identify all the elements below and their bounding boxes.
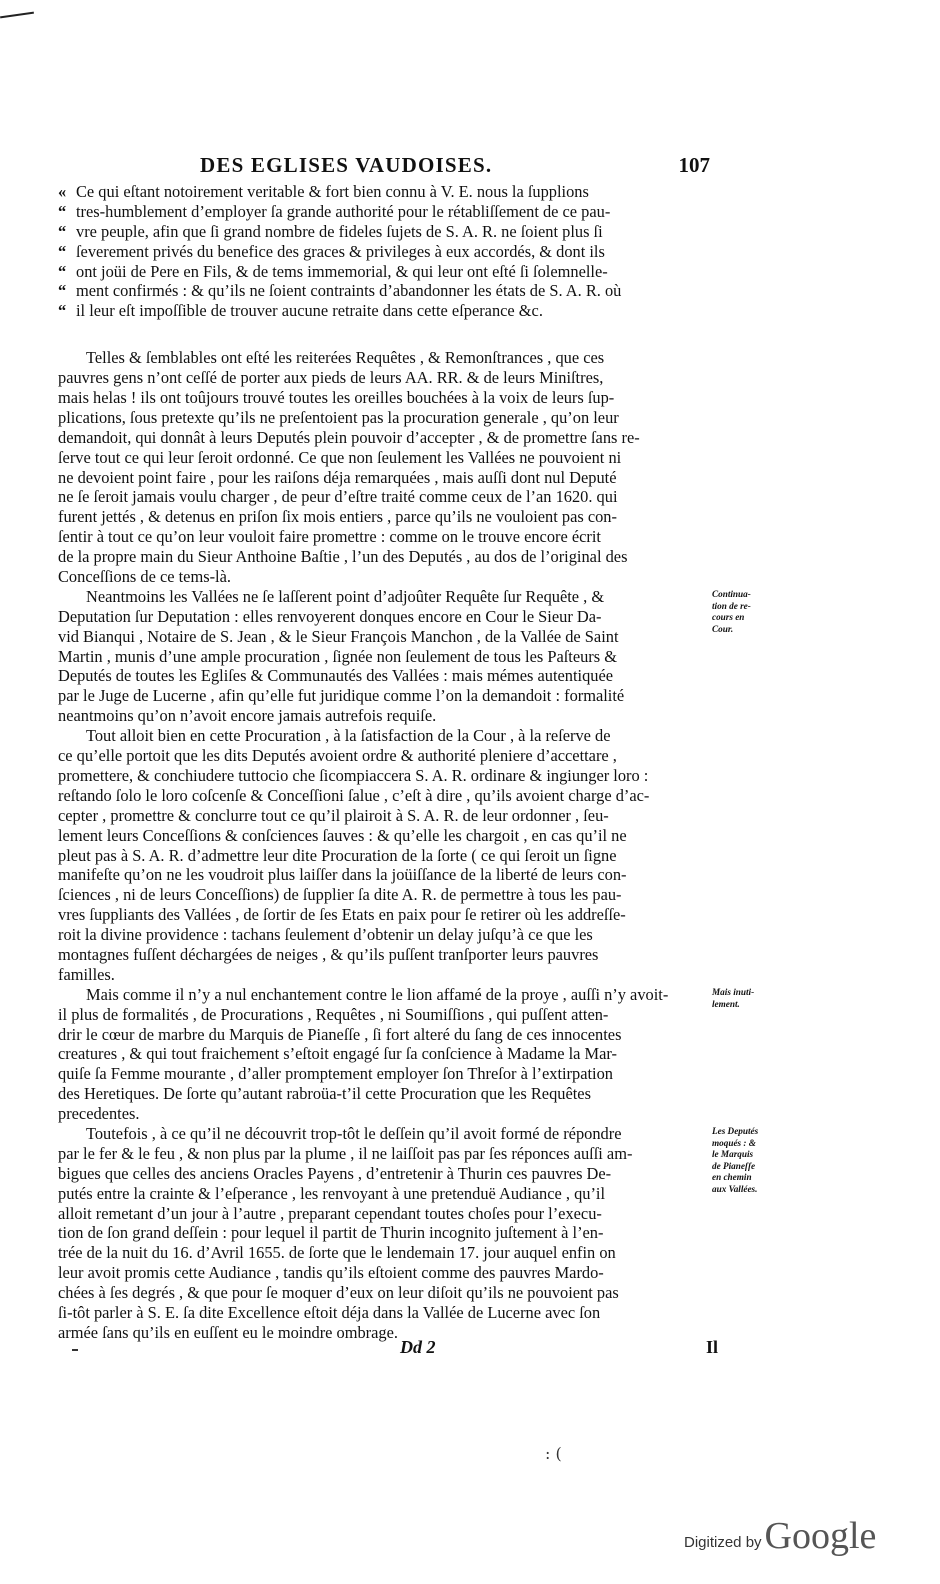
text-line <box>58 507 706 527</box>
page-number: 107 <box>678 153 710 177</box>
text-line <box>58 262 706 282</box>
text-line <box>58 1044 706 1064</box>
text-line <box>58 388 706 408</box>
page-footer <box>58 1337 718 1361</box>
text-line <box>58 726 706 746</box>
line-text: furent jettés , & detenus en priſon ſix mois entiers , parce qu’ils ne vouloient pas con- <box>58 507 617 527</box>
line-text: drir le cœur de marbre du Marquis de Pianeſſe , ſi fort alteré du ſang de ces innocentes <box>58 1024 622 1044</box>
margin-note-line: Les Deputés <box>712 1126 759 1137</box>
catchword: Il <box>705 1337 718 1357</box>
margin-note-line: tion de re- <box>712 600 751 611</box>
margin-note-line: moqués : & <box>712 1137 756 1148</box>
margin-note <box>712 1126 796 1195</box>
text-line <box>58 567 706 587</box>
line-text: chées à ſes degrés , & que pour ſe moquer d’eux on leur diſoit qu’ils ne pouvoient pas <box>58 1283 619 1303</box>
line-text: ſciences , ni de leurs Conceſſions) de ſupplier ſa dite A. R. de permettre à tous les pau- <box>58 885 622 905</box>
line-text: ont joüi de Pere en Fils, & de tems immemorial, & qui leur ont eſté ſi ſolemnelle- <box>76 261 608 281</box>
text-line <box>58 885 706 905</box>
scan-specks: : ( <box>545 1444 562 1463</box>
text-line <box>58 1084 706 1104</box>
text-line <box>58 587 706 607</box>
text-line <box>58 746 706 766</box>
corner-mark <box>0 12 34 19</box>
text-line <box>58 706 706 726</box>
text-line <box>58 242 706 262</box>
margin-note <box>712 589 796 635</box>
line-text: tres-humblement d’employer ſa grande authorité pour le rétabliſſement de ce pau- <box>76 201 611 221</box>
quote-mark: “ <box>58 301 67 321</box>
line-text: pauvres gens n’ont ceſſé de porter aux pieds de leurs AA. RR. & de leurs Miniſtres, <box>58 368 604 388</box>
text-line <box>58 182 706 202</box>
line-text: reſtando ſolo le loro coſcenſe & Conceſſioni ſalue , c’eſt à dire , qu’ils avoient charge d’ac- <box>58 785 650 805</box>
margin-note-line: Cour. <box>712 623 734 634</box>
text-line <box>58 1184 706 1204</box>
line-text: des Heretiques. De ſorte qu’autant rabroüa-t’il cette Procuration que les Requêtes <box>58 1084 591 1104</box>
line-text: Ce qui eſtant notoirement veritable & fort bien connu à V. E. nous la ſupplions <box>76 182 589 201</box>
line-text: par le fer & le feu , & non plus par la plume , il ne laiſſoit pas par ſes réponces auſſi am- <box>58 1143 633 1163</box>
text-line <box>58 925 706 945</box>
line-text: Martin , munis d’une ample procuration , ſignée non ſeulement de tous les Paſteurs & <box>58 646 617 666</box>
text-line <box>58 1283 706 1303</box>
text-line <box>58 1104 706 1124</box>
line-text: tion de ſon grand deſſein : pour lequel il partit de Thurin incognito juſtement à l’en- <box>58 1223 604 1243</box>
line-text: armée ſans qu’ils en euſſent eu le moindre ombrage. <box>58 1322 398 1342</box>
digitized-by-google <box>684 1512 876 1556</box>
margin-note-line: lement. <box>712 998 740 1009</box>
line-text: mais helas ! ils ont toûjours trouvé toutes les oreilles bouchées à la voix de leurs ſup- <box>58 388 615 408</box>
line-text: demandoit, qui donnât à leurs Deputés plein pouvoir d’accepter , & de promettre ſans re- <box>58 427 640 447</box>
page-header <box>200 153 710 179</box>
margin-note-line: Continua- <box>712 589 751 600</box>
line-text: montagnes fuſſent déchargées de neiges , & qu’ils puſſent tranſporter leurs pauvres <box>58 944 599 964</box>
text-line <box>58 666 706 686</box>
line-text: plications, ſous pretexte qu’ils ne preſentoient pas la procuration generale , qu’on leur <box>58 407 619 427</box>
line-text: ſerve tout ce qui leur ſeroit ordonné. Ce que non ſeulement les Vallées ne pouvoient ni <box>58 447 622 467</box>
line-text: alloit remetant d’un jour à l’autre , preparant cependant toutes choſes pour l’execu- <box>58 1203 602 1223</box>
quote-mark: “ <box>58 261 67 281</box>
text-line <box>58 487 706 507</box>
margin-note-line: Mais inuti- <box>712 987 755 998</box>
line-text: ce qu’elle portoit que les dits Deputés avoient ordre & authorité pleniere d’accettare , <box>58 746 617 766</box>
text-line <box>58 1263 706 1283</box>
line-text: ne devoient point faire , pour les raiſons déja remarquées , mais auſſi dont nul Deputé <box>58 467 617 487</box>
text-line <box>58 408 706 428</box>
line-text: Toutefois , à ce qu’il ne découvrit trop-tôt le deſſein qu’il avoit formé de répondre <box>86 1123 622 1143</box>
text-line <box>58 1144 706 1164</box>
line-text: ment confirmés : & qu’ils ne ſoient contraints d’abandonner les états de S. A. R. où <box>76 281 622 301</box>
text-line <box>58 766 706 786</box>
line-text: ſeverement privés du benefice des graces & privileges à eux accordés, & dont ils <box>76 241 605 261</box>
text-line <box>58 865 706 885</box>
line-text: lement leurs Conceſſions & conſciences ſauves : & qu’elle les chargoit , en cas qu’il ne <box>58 825 627 845</box>
text-line <box>58 786 706 806</box>
text-line <box>58 607 706 627</box>
line-text: de la propre main du Sieur Anthoine Baſtie , l’un des Deputés , au dos de l’original des <box>58 547 628 567</box>
text-line <box>58 1064 706 1084</box>
line-text: Neantmoins les Vallées ne ſe laſſerent point d’adjoûter Requête ſur Requête , & <box>86 586 605 606</box>
text-line <box>58 647 706 667</box>
text-line <box>58 1124 706 1144</box>
line-text: il plus de formalités , de Procurations , Requêtes , ni Soumiſſions , qui puſſent atten- <box>58 1004 609 1024</box>
text-line <box>58 428 706 448</box>
quote-mark: “ <box>58 201 67 221</box>
line-text: Deputation ſur Deputation : elles renvoyerent donques encore en Cour le Sieur Da- <box>58 606 602 626</box>
line-text: leur avoit promis cette Audiance , tandis qu’ils eſtoient comme des pauvres Mardo- <box>58 1263 604 1283</box>
line-text: precedentes. <box>58 1104 140 1124</box>
text-line <box>58 448 706 468</box>
text-line <box>58 281 706 301</box>
text-line <box>58 547 706 567</box>
text-line <box>58 806 706 826</box>
footer-dash <box>72 1349 78 1351</box>
text-line <box>58 945 706 965</box>
margin-note-line: de Pianeſſe <box>712 1160 756 1171</box>
body-text <box>58 182 706 1343</box>
digitized-label: Digitized by <box>684 1534 762 1551</box>
margin-note <box>712 987 796 1010</box>
line-text: Tout alloit bien en cette Procuration , à la ſatisfaction de la Cour , à la reſerve de <box>86 726 611 746</box>
line-text: putés entre la crainte & l’eſperance , les renvoyant à une pretenduë Audiance , qu’il <box>58 1183 606 1203</box>
quote-mark: « <box>58 182 67 201</box>
text-line <box>58 965 706 985</box>
line-text: roit la divine providence : tachans ſeulement d’obtenir un delay juſqu’à ce que les <box>58 925 593 945</box>
line-text: vid Bianqui , Notaire de S. Jean , & le Sieur François Manchon , de la Vallée de Saint <box>58 626 619 646</box>
line-text: trée de la nuit du 16. d’Avril 1655. de ſorte que le lendemain 17. jour auquel enfin on <box>58 1243 616 1263</box>
line-text: Mais comme il n’y a nul enchantement contre le lion affamé de la proye , auſſi n’y avoit- <box>86 984 669 1004</box>
text-line <box>58 368 706 388</box>
quote-mark: “ <box>58 281 67 301</box>
margin-note-line: aux Vallées. <box>712 1183 758 1194</box>
text-line <box>58 527 706 547</box>
text-line <box>58 1243 706 1263</box>
line-text: Telles & ſemblables ont eſté les reiterées Requêtes , & Remonſtrances , que ces <box>86 348 605 368</box>
line-text: ſi-tôt parler à S. E. ſa dite Excellence eſtoit déja dans la Vallée de Lucerne avec ſon <box>58 1302 601 1322</box>
text-line <box>58 1025 706 1045</box>
line-text: par le Juge de Lucerne , afin qu’elle fut juridique comme l’on la demandoit : formalité <box>58 686 625 706</box>
line-text: manifeſte qu’on ne les voudroit plus laiſſer dans la joüiſſance de la liberté de leurs con- <box>58 865 627 885</box>
text-line <box>58 826 706 846</box>
line-text: promettere, & conchiudere tuttocio che ſicompiaccera S. A. R. ordinare & ingiunger loro : <box>58 765 649 785</box>
line-text: cepter , promettre & conclurre tout ce qu’il plairoit à S. A. R. de leur ordonner , ſeu- <box>58 805 609 825</box>
text-line <box>58 1204 706 1224</box>
line-text: ne ſe ſeroit jamais voulu charger , de peur d’eſtre traité comme ceux de l’an 1620. qui <box>58 487 618 507</box>
text-line <box>58 846 706 866</box>
line-text: neantmoins qu’on n’avoit encore jamais autrefois requiſe. <box>58 706 437 726</box>
line-text: creatures , & qui tout fraichement s’eſtoit engagé ſur ſa conſcience à Madame la Mar- <box>58 1044 617 1064</box>
line-text: vres ſuppliants des Vallées , de ſortir de ſes Etats en paix pour ſe retirer où les addreſſe- <box>58 905 626 925</box>
text-line <box>58 301 706 321</box>
text-line <box>58 627 706 647</box>
margin-note-line: en chemin <box>712 1172 752 1183</box>
text-line <box>58 468 706 488</box>
text-line <box>58 348 706 368</box>
text-line <box>58 1223 706 1243</box>
line-text: ſentir à tout ce qu’on leur vouloit faire promettre : comme on le trouve encore écrit <box>58 527 601 547</box>
text-line <box>58 1005 706 1025</box>
quote-mark: “ <box>58 221 67 241</box>
line-text: pleut pas à S. A. R. d’admettre leur dite Procuration de la ſorte ( ce qui ſeroit un ſigne <box>58 845 617 865</box>
line-text: vre peuple, afin que ſi grand nombre de fideles ſujets de S. A. R. ne ſoient plus ſi <box>76 221 603 241</box>
running-head: DES EGLISES VAUDOISES. <box>200 153 493 177</box>
paragraph-gap <box>58 321 706 348</box>
text-line <box>58 1164 706 1184</box>
margin-note-line: le Marquis <box>712 1149 754 1160</box>
line-text: Deputés de toutes les Egliſes & Communautés des Vallées : mais mémes autentiquée <box>58 666 614 686</box>
quote-mark: “ <box>58 241 67 261</box>
line-text: bigues que celles des anciens Oracles Payens , d’entretenir à Thurin ces pauvres De- <box>58 1163 612 1183</box>
text-line <box>58 202 706 222</box>
google-logo: Google <box>764 1515 877 1557</box>
line-text: Conceſſions de ce tems-là. <box>58 567 231 587</box>
line-text: familles. <box>58 964 115 984</box>
line-text: quiſe ſa Femme mourante , d’aller promptement employer ſon Threſor à l’extirpation <box>58 1064 613 1084</box>
line-text: il leur eſt impoſſible de trouver aucune retraite dans cette eſperance &c. <box>76 301 543 321</box>
margin-note-line: cours en <box>712 612 745 623</box>
text-line <box>58 222 706 242</box>
text-line <box>58 985 706 1005</box>
text-line <box>58 1303 706 1323</box>
text-line <box>58 686 706 706</box>
signature-mark: Dd 2 <box>400 1337 436 1357</box>
text-line <box>58 905 706 925</box>
